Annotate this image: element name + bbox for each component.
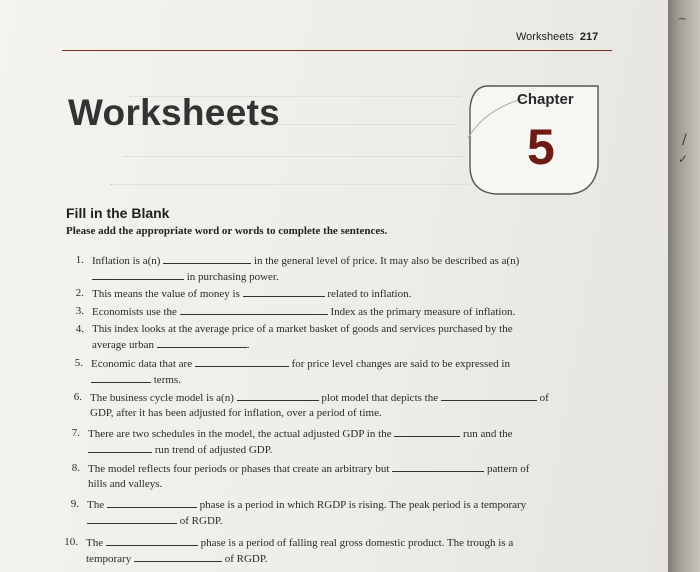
question-text: GDP, after it has been adjusted for inflation, over a period of time. — [90, 407, 382, 419]
question-number: 3. — [75, 305, 84, 317]
answer-blank[interactable] — [394, 426, 460, 437]
question-line — [92, 337, 513, 353]
question-text: of RGDP. — [221, 553, 268, 565]
question-text: The — [86, 537, 106, 549]
answer-blank[interactable] — [87, 513, 177, 524]
adjacent-page-edge — [668, 0, 700, 572]
question-item — [71, 461, 530, 492]
question-line — [92, 322, 513, 337]
chapter-number: 5 — [527, 119, 555, 175]
answer-blank[interactable] — [107, 497, 197, 508]
question-text: Index as the primary measure of inflation. — [327, 306, 516, 318]
question-text: terms. — [151, 374, 181, 386]
question-text: of RGDP. — [177, 515, 223, 527]
question-line — [88, 477, 529, 492]
question-text: temporary — [86, 553, 134, 565]
question-number: 8. — [71, 462, 80, 474]
question-text: The — [87, 499, 107, 511]
question-text: run trend of adjusted GDP. — [152, 444, 273, 456]
question-line — [92, 253, 519, 269]
question-number: 2. — [75, 287, 84, 299]
running-head — [516, 31, 598, 43]
question-line — [88, 461, 529, 477]
question-item — [71, 426, 513, 458]
question-text: pattern of — [484, 463, 530, 475]
question-item — [64, 535, 514, 567]
question-number: 5. — [74, 357, 83, 369]
pen-mark: / — [682, 132, 687, 148]
question-number: 1. — [75, 254, 84, 266]
answer-blank[interactable] — [180, 304, 328, 315]
question-text: phase is a period in which RGDP is rising. The peak period is a temporary — [196, 499, 527, 511]
question-text: The business cycle model is a(n) — [90, 392, 237, 404]
question-text: plot model that depicts the — [318, 392, 441, 404]
question-line — [88, 426, 513, 442]
question-text: hills and valleys. — [88, 478, 163, 490]
question-item — [75, 304, 516, 320]
question-item — [74, 356, 510, 388]
answer-blank[interactable] — [91, 372, 151, 383]
question-text: phase is a period of falling real gross domestic product. The trough is a — [197, 537, 514, 549]
show-through-text — [124, 156, 464, 167]
question-text: The model reflects four periods or phases that create an arbitrary but — [88, 463, 393, 475]
pen-mark: ~ — [678, 14, 687, 25]
question-line — [91, 372, 510, 388]
question-line — [90, 390, 549, 406]
question-text: This means the value of money is — [92, 288, 243, 300]
question-item — [75, 322, 513, 353]
answer-blank[interactable] — [237, 390, 319, 401]
question-line — [92, 304, 515, 320]
question-item — [70, 497, 527, 529]
question-line — [90, 406, 549, 421]
question-line — [92, 286, 411, 302]
question-line — [87, 513, 526, 529]
question-text: related to inflation. — [324, 288, 412, 300]
question-text: Economic data that are — [91, 358, 195, 370]
question-text: in the general level of price. It may also be described as a(n) — [251, 255, 520, 267]
answer-blank[interactable] — [441, 390, 537, 401]
question-line — [91, 356, 510, 372]
question-number: 9. — [70, 498, 79, 510]
question-text: in purchasing power. — [184, 271, 279, 283]
question-line — [87, 497, 526, 513]
running-head-label: Worksheets — [516, 31, 574, 43]
question-text: of — [536, 392, 549, 404]
answer-blank[interactable] — [134, 551, 222, 562]
answer-blank[interactable] — [92, 269, 184, 280]
answer-blank[interactable] — [106, 535, 198, 546]
answer-blank[interactable] — [88, 442, 152, 453]
question-text: average urban — [92, 339, 157, 351]
question-text: Economists use the — [92, 306, 180, 318]
instructions: Please add the appropriate word or words to complete the sentences. — [66, 225, 388, 237]
question-number: 10. — [64, 536, 78, 548]
question-line — [92, 269, 519, 285]
question-text: This index looks at the average price of a market basket of goods and services purchased by the — [92, 323, 513, 335]
question-text: There are two schedules in the model, the actual adjusted GDP in the — [88, 428, 395, 440]
question-line — [86, 551, 513, 567]
answer-blank[interactable] — [195, 356, 289, 367]
question-item — [75, 253, 520, 285]
answer-blank[interactable] — [243, 286, 325, 297]
question-number: 6. — [73, 391, 82, 403]
question-number: 4. — [75, 323, 84, 335]
show-through-text — [110, 184, 470, 195]
question-line — [88, 442, 513, 458]
question-text: run and the — [460, 428, 513, 440]
answer-blank[interactable] — [157, 337, 247, 348]
question-item — [75, 286, 412, 302]
page-title: Worksheets — [68, 92, 281, 133]
question-text: for price level changes are said to be expressed in — [288, 358, 510, 370]
question-item — [73, 390, 549, 421]
question-number: 7. — [71, 427, 80, 439]
answer-blank[interactable] — [392, 461, 484, 472]
question-line — [86, 535, 513, 551]
chapter-label: Chapter — [517, 91, 574, 108]
answer-blank[interactable] — [163, 253, 251, 264]
pen-mark: ✓ — [678, 152, 689, 166]
question-text: . — [246, 339, 250, 351]
question-text: Inflation is a(n) — [92, 255, 164, 267]
section-title: Fill in the Blank — [66, 205, 170, 221]
header-rule — [62, 50, 612, 51]
page-number: 217 — [579, 31, 599, 43]
